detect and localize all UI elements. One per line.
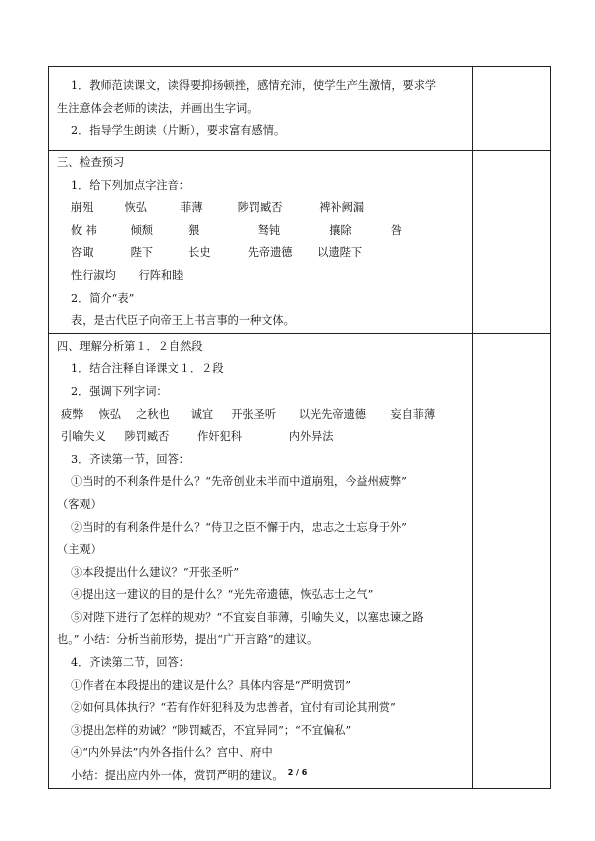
vocab-word: 驽钝 (257, 223, 281, 237)
paragraph-line: 2．指导学生朗读（片断），要求富有感情。 (71, 124, 286, 138)
vocab-word: 倾颓 (130, 223, 153, 237)
question-line: ②当时的有利条件是什么？“侍卫之臣不懈于内，忠志之士忘身于外” (71, 520, 407, 534)
vocab-word: 以遗陛下 (317, 246, 363, 260)
paragraph-line: 1．教师范读课文，读得要抑扬顿挫，感情充沛，使学生产生激情，要求学 (71, 79, 437, 92)
terms-row (57, 426, 466, 449)
vocab-word: 崩殂 (71, 201, 94, 215)
question-line: ①当时的不利条件是什么？“先帝创业未半而中道崩殂，今益州疲弊” (71, 475, 407, 489)
item-title: 1．给下列加点字注音： (71, 178, 190, 192)
paragraph-line: 表，是古代臣子向帝王上书言事的一种文体。 (71, 314, 295, 328)
term-word: 妄自菲薄 (390, 407, 436, 421)
lesson-plan-table (48, 66, 551, 789)
term-word: 作奸犯科 (197, 430, 242, 444)
question-line: ③提出怎样的劝诫？“陟罚臧否，不宜异同”；“不宜偏私” (71, 723, 352, 737)
term-word: 引喻失义 (61, 430, 106, 444)
vocab-word: 攘除 (329, 223, 352, 237)
vocab-row (57, 242, 466, 265)
table-row (49, 333, 551, 788)
section-heading: 四、理解分析第１．２自然段 (57, 339, 203, 353)
vocab-row (57, 265, 466, 288)
term-word: 内外异法 (288, 430, 334, 444)
page-number: 2 / 6 (287, 768, 308, 777)
paragraph-line: 生注意体会老师的读法，并画出生字词。 (57, 101, 259, 115)
vocab-word: 咎 (390, 223, 403, 237)
table-cell-main (49, 67, 473, 151)
vocab-word: 猥 (188, 223, 200, 237)
question-line: ①作者在本段提出的建议是什么？具体内容是“严明赏罚” (71, 678, 351, 692)
item-title: 2．简介“表” (71, 291, 135, 305)
term-word: 开张圣听 (231, 407, 277, 421)
term-word: 之秋也 (136, 407, 170, 421)
table-row (49, 67, 551, 151)
vocab-word: 先帝遗德 (247, 246, 293, 260)
vocab-word: 长史 (188, 246, 211, 260)
term-word: 陟罚臧否 (124, 430, 170, 444)
item-title: 2．强调下列字词： (71, 384, 168, 398)
vocab-word: 攸 祎 (71, 223, 97, 237)
vocab-word: 菲薄 (180, 201, 203, 215)
question-line: ④提出这一建议的目的是什么？“光先帝遗德，恢弘志士之气” (71, 588, 374, 602)
term-word: 恢弘 (98, 407, 121, 421)
vocab-word: 咨诹 (71, 246, 94, 260)
section-heading: 三、检查预习 (57, 156, 125, 169)
table-cell-main (49, 333, 473, 788)
question-line: ③本段提出什么建议？“开张圣听” (71, 565, 240, 579)
term-word: 疲弊 (61, 407, 84, 421)
vocab-row (57, 197, 466, 220)
item-title: 3．齐读第一节，回答： (71, 452, 190, 466)
vocab-word: 行阵和睦 (138, 268, 184, 282)
item-title: 1．结合注释自译课文１．２段 (71, 362, 224, 376)
vocab-word: 陟罚臧否 (237, 201, 283, 215)
vocab-word: 性行淑均 (71, 268, 116, 282)
table-row (49, 151, 551, 334)
question-line: ②如何具体执行？“若有作奸犯科及为忠善者，宜付有司论其刑赏” (71, 701, 396, 715)
question-tag: （客观） (57, 497, 102, 511)
question-line: 也。” 小结：分析当前形势，提出“广开言路”的建议。 (57, 633, 319, 647)
terms-row (57, 404, 466, 427)
table-cell-side (473, 67, 551, 151)
table-cell-main (49, 151, 473, 334)
vocab-word: 恢弘 (124, 201, 147, 215)
vocab-word: 陛下 (130, 246, 153, 260)
question-line: ⑤对陛下进行了怎样的规劝？“不宜妄自菲薄，引喻失义，以塞忠谏之路 (71, 610, 424, 624)
term-word: 以光先帝遗德 (298, 407, 366, 421)
table-cell-side (473, 151, 551, 334)
vocab-word: 裨补阙漏 (319, 201, 365, 215)
term-word: 诚宜 (190, 407, 214, 421)
summary-line: 小结：提出应内外一体，赏罚严明的建议。 (71, 769, 284, 783)
item-title: 4．齐读第二节，回答： (71, 656, 190, 670)
question-line: ④“内外异法”内外各指什么？宫中、府中 (71, 746, 273, 760)
question-tag: （主观） (57, 543, 102, 557)
vocab-row (57, 220, 466, 243)
table-cell-side (473, 333, 551, 788)
